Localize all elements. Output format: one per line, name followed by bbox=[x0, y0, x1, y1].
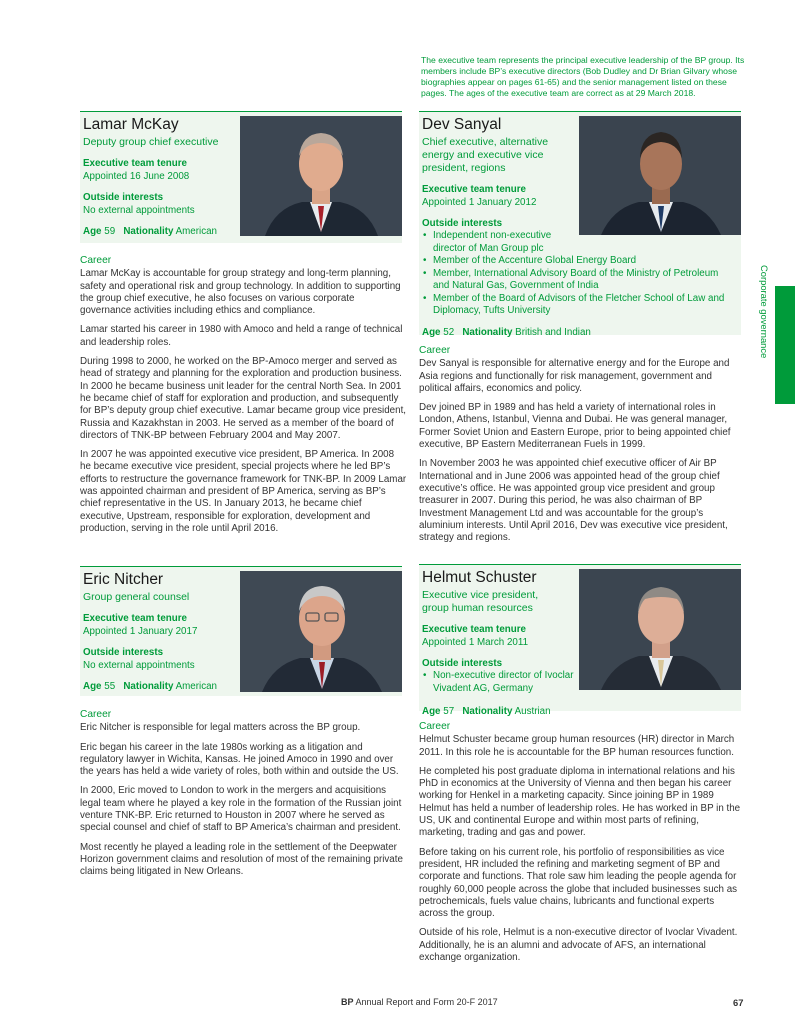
career-paragraph: Eric Nitcher is responsible for legal matters across the BP group. bbox=[80, 722, 361, 734]
footer bbox=[341, 997, 498, 1007]
age-nationality bbox=[83, 225, 241, 238]
nationality-label: Nationality bbox=[123, 681, 174, 692]
career-heading: Career bbox=[419, 721, 451, 732]
career-paragraph: Dev joined BP in 1989 and has held a variety of international roles in London, Athens, Istanbul, Vienna and Dubai. He was general manager, Former Soviet Union and Eastern Europe, prior to being appointed chief executive, BP Eastern Mediterranean Fuels in 1999. bbox=[419, 402, 731, 451]
person-name: Eric Nitcher bbox=[83, 571, 164, 588]
career-heading: Career bbox=[419, 345, 451, 356]
portrait-image bbox=[240, 116, 402, 236]
age-value: 57 bbox=[443, 706, 455, 717]
portrait-photo bbox=[240, 116, 402, 236]
tenure-value: Appointed 1 January 2017 bbox=[83, 626, 198, 637]
profile-card-mckay bbox=[80, 111, 402, 243]
career-paragraph: Outside of his role, Helmut is a non-executive director of Ivoclar Vivadent. Additionally, he is an alumni and advocate of AFS, an international exchange organization. bbox=[419, 927, 738, 964]
tenure-value: Appointed 1 March 2011 bbox=[422, 637, 529, 648]
career-paragraph: Lamar started his career in 1980 with Amoco and held a range of technical and leadership roles. bbox=[80, 324, 403, 348]
footer-title: Annual Report and Form 20-F 2017 bbox=[355, 997, 498, 1007]
career-heading: Career bbox=[80, 255, 112, 266]
person-role: Executive vice president, group human resources bbox=[422, 589, 539, 614]
intro-text: The executive team represents the principal executive leadership of the BP group. Its members include BP’s executive directors (Bob Dudley and Dr Brian Gilvary whose biographies appear on pages 61-65) and the senior management listed on these pages. The ages of the executive team are correct as at 29 March 2018. bbox=[421, 55, 745, 98]
person-name: Lamar McKay bbox=[83, 116, 179, 133]
age-value: 55 bbox=[104, 681, 116, 692]
list-item: • Member, International Advisory Board of the Ministry of Petroleum and Natural Gas, Government of India bbox=[422, 268, 732, 293]
footer-brand: BP bbox=[341, 997, 354, 1007]
nationality-label: Nationality bbox=[462, 706, 513, 717]
list-item: • Member of the Accenture Global Energy Board bbox=[422, 255, 732, 268]
career-section-mckay bbox=[80, 255, 407, 542]
career-paragraph: In 2000, Eric moved to London to work in the mergers and acquisitions legal team where he played a key role in the formation of the Russian joint venture TNK-BP. Eric returned to Houston in 2007 where he served as special counsel and chief of staff to BP America’s chairman and president. bbox=[80, 785, 402, 834]
nationality-value: American bbox=[175, 681, 217, 692]
list-item: • Non-executive director of Ivoclar Vivadent AG, Germany bbox=[422, 670, 583, 695]
age-label: Age bbox=[83, 681, 102, 692]
outside-interests-label: Outside interests bbox=[422, 658, 503, 669]
age-label: Age bbox=[83, 226, 102, 237]
career-paragraph: Dev Sanyal is responsible for alternative energy and for the Europe and Asia regions and functionally for risk management, government and political affairs, economics and policy. bbox=[419, 358, 730, 394]
profile-card-schuster bbox=[419, 564, 741, 717]
portrait-image bbox=[240, 571, 402, 692]
portrait-image bbox=[579, 116, 741, 235]
career-paragraph: In November 2003 he was appointed chief executive officer of Air BP International and in June 2006 was appointed head of the group chief executive’s office. He was appointed group vice president and group treasurer in 2007. During this period, he was also chairman of BP Investment Management Ltd and was accountable for the group’s aluminium interests. Until April 2016, Dev was executive vice president, strategy and regions. bbox=[419, 458, 728, 544]
age-nationality bbox=[422, 326, 732, 339]
portrait-image bbox=[579, 569, 741, 690]
tenure-label: Executive team tenure bbox=[422, 624, 527, 635]
outside-interests-label: Outside interests bbox=[83, 647, 164, 658]
person-role: Chief executive, alternative energy and executive vice president, regions bbox=[422, 136, 549, 174]
person-name: Helmut Schuster bbox=[422, 569, 537, 586]
age-nationality bbox=[422, 705, 580, 718]
outside-interests-list bbox=[422, 670, 580, 695]
nationality-label: Nationality bbox=[462, 326, 513, 338]
age-label: Age bbox=[422, 326, 441, 338]
tenure-label: Executive team tenure bbox=[83, 613, 188, 624]
outside-interests-label: Outside interests bbox=[83, 192, 164, 203]
list-item: • Member of the Board of Advisors of the Fletcher School of Law and Diplomacy, Tufts University bbox=[422, 293, 732, 318]
profile-card-nitcher bbox=[80, 566, 402, 696]
tenure-value: Appointed 16 June 2008 bbox=[83, 171, 190, 182]
outside-interests-label: Outside interests bbox=[422, 218, 503, 229]
career-section-nitcher bbox=[80, 709, 407, 886]
age-label: Age bbox=[422, 706, 441, 717]
career-section-schuster bbox=[419, 721, 745, 971]
age-nationality bbox=[83, 680, 241, 693]
section-tab[interactable] bbox=[775, 286, 795, 404]
nationality-value: British and Indian bbox=[515, 326, 591, 338]
age-value: 52 bbox=[443, 326, 455, 338]
career-paragraph: Before taking on his current role, his portfolio of responsibilities as vice president, HR included the refining and marketing segment of BP and corporate and functions. That role saw him leading the people agenda for roughly 60,000 people across the globe that included businesses such as petrochemicals, fuels value chains, lubricants and functional experts across the group. bbox=[419, 846, 738, 920]
portrait-photo bbox=[579, 116, 741, 235]
career-paragraph: He completed his post graduate diploma in international relations and his PhD in economics at the University of Vienna and then began his career working for Henkel in a marketing capacity. Since joining BP in 1989 Helmut has held a number of leadership roles. He has worked in BP in the US, UK and continental Europe and within most parts of refining, marketing, trading and gas and power. bbox=[419, 765, 741, 839]
portrait-photo bbox=[579, 569, 741, 690]
tenure-value: Appointed 1 January 2012 bbox=[422, 197, 537, 208]
tenure-label: Executive team tenure bbox=[83, 158, 188, 169]
career-paragraph: Eric began his career in the late 1980s working as a litigation and regulatory lawyer in Wichita, Kansas. He joined Amoco in 1990 and over the years has held a wide variety of roles, both within and outside the US. bbox=[80, 741, 399, 778]
profile-card-sanyal bbox=[419, 111, 741, 338]
career-paragraph: Lamar McKay is accountable for group strategy and long-term planning, safety and operational risk and group technology. In addition to supporting the group chief executive, he also focuses on various corporate governance activities including ethics and compliance. bbox=[80, 268, 401, 317]
career-paragraph: In 2007 he was appointed executive vice president, BP America. In 2008 he became executive vice president, special projects where he led BP’s efforts to restructure the governance framework for TNK-BP. In 2009 Lamar was appointed chairman and president of BP America, serving as BP’s chief representative in the US. In January 2013, he became chief executive, Upstream, responsible for exploration, development and production, serving in the role until April 2016. bbox=[80, 449, 407, 534]
nationality-label: Nationality bbox=[123, 226, 174, 237]
section-label: Corporate governance bbox=[759, 265, 770, 359]
portrait-photo bbox=[240, 571, 402, 692]
age-value: 59 bbox=[104, 226, 116, 237]
career-heading: Career bbox=[80, 709, 112, 720]
outside-interests-value: No external appointments bbox=[83, 660, 195, 671]
person-name: Dev Sanyal bbox=[422, 116, 502, 133]
outside-interests-list bbox=[422, 230, 732, 318]
tenure-label: Executive team tenure bbox=[422, 184, 527, 195]
person-role: Group general counsel bbox=[83, 591, 190, 603]
nationality-value: American bbox=[175, 226, 217, 237]
nationality-value: Austrian bbox=[514, 706, 551, 717]
career-section-sanyal bbox=[419, 345, 741, 551]
career-paragraph: During 1998 to 2000, he worked on the BP-Amoco merger and served as head of strategy and planning for the exploration and production business. In 2000 he became business unit leader for the central North Sea. In 2001 he became chief of staff for exploration and production, and subsequently for BP’s deputy group chief executive. Lamar became group vice president, Russia and Kazakhstan in 2003. He served as a member of the board of directors of TNK-BP between February 2004 and May 2007. bbox=[80, 356, 407, 441]
page-number: 67 bbox=[733, 997, 744, 1008]
career-paragraph: Helmut Schuster became group human resources (HR) director in March 2011. In this role he is accountable for the BP human resources function. bbox=[419, 734, 735, 758]
list-item: • Independent non-executive director of Man Group plc bbox=[422, 230, 573, 255]
outside-interests-value: No external appointments bbox=[83, 205, 195, 216]
career-paragraph: Most recently he played a leading role in the settlement of the Deepwater Horizon government claims and resolution of most of the remaining private claims being litigated in New Orleans. bbox=[80, 841, 403, 878]
person-role: Deputy group chief executive bbox=[83, 136, 219, 148]
